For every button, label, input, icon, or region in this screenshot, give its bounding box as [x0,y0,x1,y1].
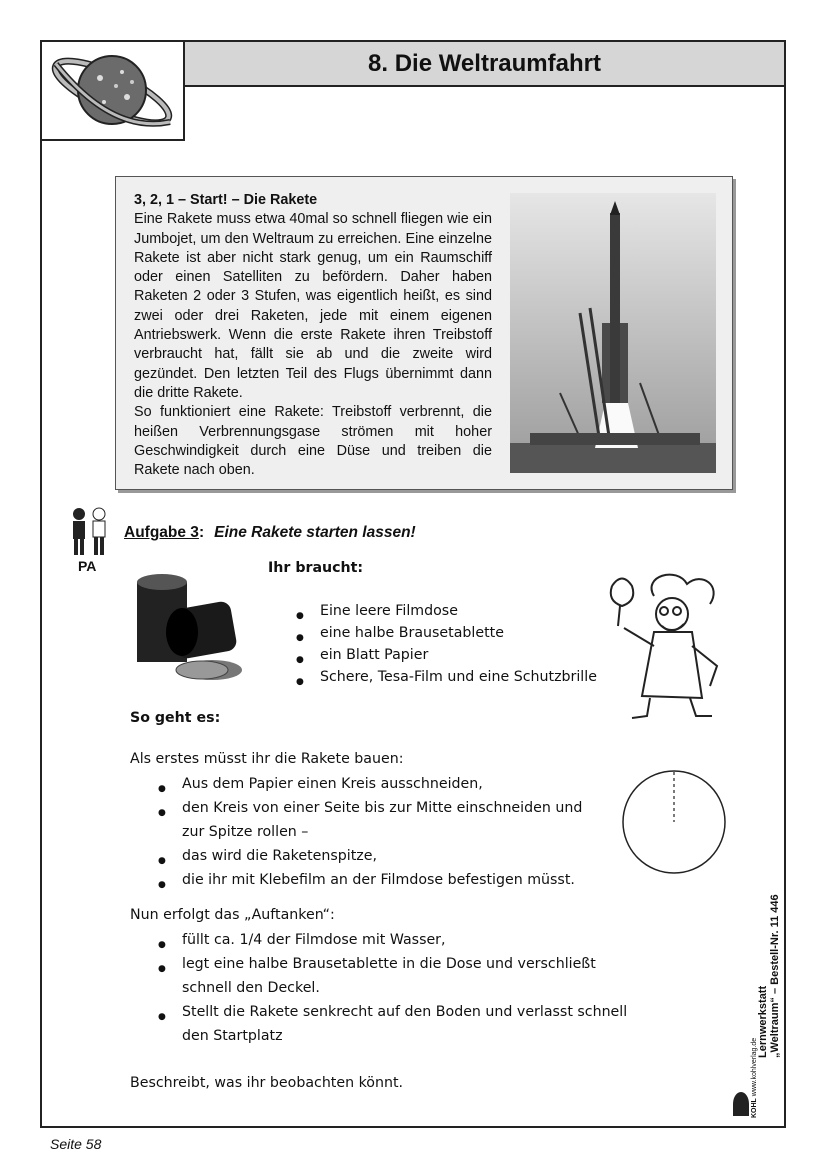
build-intro: Als erstes müsst ihr die Rakete bauen: [130,751,404,767]
closing-question: Beschreibt, was ihr beobachten könnt. [130,1075,404,1091]
list-item: ● Stellt die Rakete senkrecht auf den Boden und verlasst schnell den Startplatz [158,1000,648,1048]
publisher-sidebar [757,894,781,1058]
refuel-steps [158,928,648,1048]
publisher-url-text: www.kohlverlag.de [751,1037,758,1097]
sidebar-line-1: Lernwerkstatt [757,985,769,1058]
refuel-intro: Nun erfolgt das „Auftanken“: [130,907,335,923]
sidebar-line-2: „Weltraum“ – Bestell-Nr. 11 446 [769,894,781,1058]
film-canister-image [132,570,244,685]
task-title: Eine Rakete starten lassen! [214,524,416,541]
publisher-logo-icon [733,1092,749,1116]
list-item: ● füllt ca. 1/4 der Filmdose mit Wasser, [158,928,648,952]
pa-label: PA [78,558,97,574]
page-title: 8. Die Weltraumfahrt [185,40,786,87]
page-number: Seite 58 [50,1136,102,1152]
info-heading: 3, 2, 1 – Start! – Die Rakete [134,192,318,208]
list-item: ● Eine leere Filmdose [296,600,597,622]
list-item: ● ein Blatt Papier [296,644,597,666]
info-paragraph-1: Eine Rakete muss etwa 40mal so schnell fliegen wie ein Jumbojet, um den Weltraum zu erreichen. Eine einzelne Rakete ist aber nicht stark genug, um ein Raumschiff oder einen Satelliten zu befördern. Daher haben Raketen 2 oder 3 Stufen, was eigentlich heißt, es sind zwei oder drei Raketen, jede mit einem eigenen Antriebswerk. Wenn die erste Rakete ihren Treibstoff verbraucht hat, fällt sie ab und die zweite wird gezündet. Den letzten Teil des Flugs übernimmt dann die dritte Rakete. [134,211,492,401]
scientist-drawing [592,566,738,722]
info-box [115,176,733,490]
list-item: ● legt eine halbe Brausetablette in die Dose und verschließt schnell den Deckel. [158,952,648,1000]
saturn-icon [42,42,183,139]
task-label: Aufgabe 3 [124,524,199,541]
task-colon: : [198,524,205,541]
list-item: ● Aus dem Papier einen Kreis ausschneiden, [158,772,608,796]
materials-heading: Ihr braucht: [268,560,364,576]
list-item: ● das wird die Raketenspitze, [158,844,608,868]
paper-circle-diagram [620,770,730,876]
list-item: ● eine halbe Brausetablette [296,622,597,644]
instructions-heading: So geht es: [130,710,221,726]
pair-work-icon [66,506,112,558]
list-item: ● die ihr mit Klebefilm an der Filmdose befestigen müsst. [158,868,608,892]
build-steps [158,772,608,892]
planet-logo [40,40,185,141]
materials-list [296,600,597,688]
task-heading [124,524,416,542]
list-item: ● Schere, Tesa-Film und eine Schutzbrille [296,666,597,688]
rocket-launch-photo [510,193,716,473]
info-paragraph-2: So funktioniert eine Rakete: Treibstoff verbrennt, die heißen Verbrennungsgase strömen mit hoher Geschwindigkeit durch eine Düse und treiben die Rakete nach oben. [134,404,492,479]
publisher-url [751,1038,758,1118]
info-text [134,191,492,480]
list-item: ● den Kreis von einer Seite bis zur Mitte einschneiden und zur Spitze rollen – [158,796,608,844]
publisher-name: KOHL [751,1098,758,1118]
